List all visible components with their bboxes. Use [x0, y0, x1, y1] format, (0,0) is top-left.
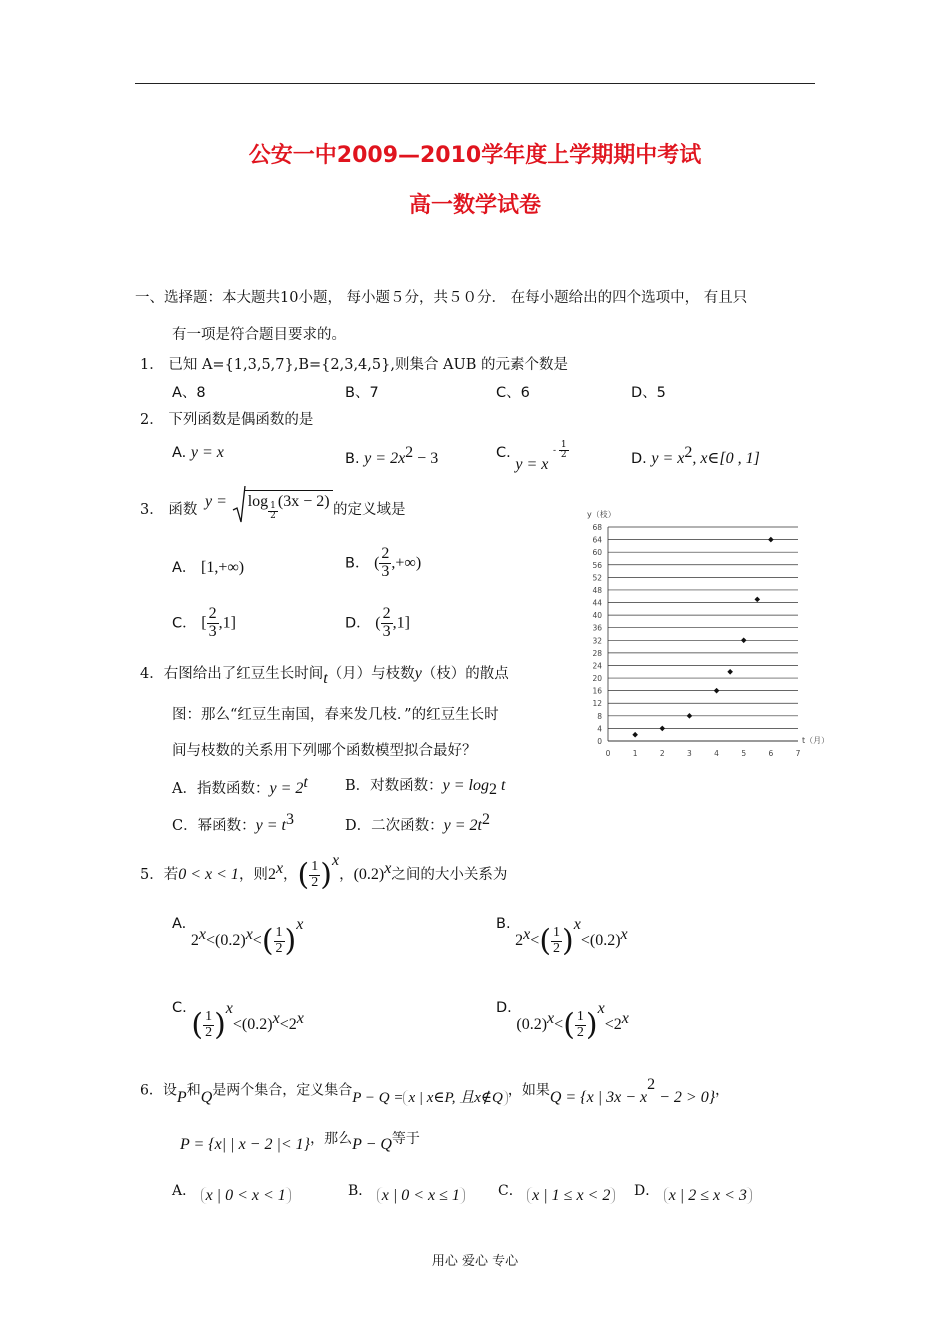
data-point	[687, 713, 693, 719]
q2-d-exp: 2	[684, 444, 693, 461]
q6-a-label: A．	[172, 1183, 197, 1199]
q3-y: y =	[205, 493, 227, 510]
y-tick-label: 12	[592, 699, 602, 709]
q5-d-3e: x	[621, 1010, 629, 1028]
q3-radicand	[244, 490, 333, 521]
q6-comma: ，	[715, 1082, 730, 1099]
q3-option-c	[172, 606, 236, 641]
x-axis-label: t（月）	[802, 736, 830, 745]
q1-stem: 1． 已知 A={1,3,5,7},B={2,3,4,5},则集合 AUB 的元素个数是	[140, 357, 569, 373]
q5-a-2: (0.2)	[215, 932, 246, 949]
y-tick-label: 40	[592, 611, 602, 621]
x-tick-label: 1	[632, 749, 638, 758]
q6-then: ，那么	[310, 1131, 353, 1147]
q3-label-c: C．	[172, 615, 197, 632]
q3-d-open: (	[375, 614, 381, 632]
q6-he: 和	[186, 1082, 201, 1099]
q5-cond: 0 < x < 1	[178, 866, 239, 883]
q5-stem	[140, 852, 507, 893]
q5-half-d: 2	[311, 874, 319, 890]
q2-math-c: y = x	[515, 456, 549, 473]
q2-math-b: y = 2x	[364, 449, 406, 467]
data-point	[714, 688, 720, 694]
q6-line2	[180, 1128, 420, 1153]
x-tick-label: 6	[768, 749, 774, 758]
q5-b-3e: x	[620, 926, 628, 944]
q3-d-tail: ,1]	[392, 614, 410, 632]
q5-a-lparen: (	[261, 923, 274, 959]
q4-a-label: A．指数函数：	[172, 780, 270, 797]
y-tick-label: 24	[592, 661, 602, 671]
q2-d-tail: , x∈[0 , 1]	[692, 449, 760, 467]
q6-c-set: x | 1 ≤ x < 2	[527, 1187, 615, 1204]
q1-option-b: B、7	[345, 385, 379, 401]
q6-d-label: D．	[634, 1183, 660, 1199]
q5-a-label: A.	[172, 916, 187, 932]
q5-a-lt1: <	[206, 932, 216, 949]
q5-d-3: 2	[613, 1016, 622, 1033]
q2-option-d	[631, 444, 760, 468]
q5-half-n: 1	[311, 858, 319, 874]
q5-b-lt2: <	[580, 932, 590, 949]
q5-d-1: (0.2)	[516, 1016, 548, 1033]
q5-option-a	[172, 916, 303, 959]
y-tick-label: 64	[592, 535, 602, 545]
q5-c-lt1: <	[232, 1016, 242, 1033]
x-tick-label: 5	[741, 749, 747, 758]
q5-c-lparen: (	[191, 1007, 204, 1043]
q4-a-exp: t	[303, 774, 308, 791]
q4-b-base: 2	[489, 780, 497, 798]
q5-b-2e: x	[573, 916, 581, 933]
q4-c-label: C．幂函数：	[172, 817, 256, 834]
q1-option-a: A、8	[172, 385, 206, 401]
q3-c-frac	[207, 606, 219, 641]
y-tick-label: 4	[597, 724, 602, 734]
q4-option-d	[345, 811, 490, 835]
top-rule	[135, 83, 815, 84]
q3-radical	[232, 490, 333, 521]
q4-c-math: y = t	[255, 816, 286, 834]
x-tick-label: 7	[795, 749, 801, 758]
q5-b-3: (0.2)	[589, 932, 621, 949]
q5-d-2e: x	[597, 1000, 605, 1017]
q5-lparen: (	[297, 857, 310, 893]
q2-c-minus: -	[552, 446, 556, 456]
q4-option-a	[172, 774, 308, 798]
q2-c-exp-d: 2	[560, 450, 567, 460]
q5-stem-b: ，则	[238, 867, 268, 883]
q5-b-label: B.	[496, 916, 511, 932]
exam-title: 公安一中2009—2010学年度上学期期中考试	[248, 143, 702, 168]
y-axis-label: y（枝）	[587, 510, 616, 519]
q5-b-1: 2	[515, 932, 524, 949]
q2-math-d: y = x	[651, 449, 685, 467]
q6-pdef: P = {x| | x − 2 |< 1}	[180, 1136, 311, 1153]
q2-c-exp	[552, 439, 569, 460]
q5-c-half-d: 2	[205, 1024, 213, 1040]
q4-line1-a: 4．右图给出了红豆生长时间	[140, 666, 324, 682]
q6-qdef-tail: − 2 > 0}	[655, 1088, 716, 1106]
q5-a-lt2: <	[252, 932, 262, 949]
radical-sign-icon	[232, 486, 246, 524]
q3-label-a: A．	[172, 560, 197, 576]
q5-b-half-d: 2	[553, 940, 561, 956]
q6-P: P	[176, 1088, 187, 1106]
q3-b-n: 2	[381, 545, 390, 562]
q5-c-half	[203, 1010, 214, 1040]
q4-y: y	[414, 665, 422, 682]
q2-label-c: C.	[496, 445, 511, 461]
q6-d-set: x | 2 ≤ x < 3	[664, 1187, 752, 1204]
q5-c-lt2: <	[279, 1016, 289, 1033]
q3-base	[268, 502, 278, 522]
q2-label-d: D.	[631, 450, 647, 467]
q2-label-b: B.	[345, 450, 360, 467]
q6-option-b	[348, 1180, 465, 1204]
q5-a-half	[274, 926, 285, 956]
q5-a-1e: x	[198, 926, 206, 944]
q5-d-half-n: 1	[576, 1008, 584, 1024]
x-tick-label: 4	[714, 749, 719, 758]
q5-pt2: (0.2)	[353, 866, 385, 883]
y-tick-label: 60	[592, 548, 602, 558]
q6-Q: Q	[200, 1088, 213, 1106]
q5-a-rparen: )	[284, 923, 297, 959]
q3-b-open: (	[374, 554, 380, 572]
data-point	[632, 732, 638, 738]
y-tick-label: 36	[592, 623, 602, 633]
q5-pt2-exp: x	[384, 860, 392, 878]
q4-d-exp: 2	[481, 811, 490, 828]
q6-b-set: x | 0 < x ≤ 1	[377, 1187, 465, 1204]
q4-c-exp: 3	[285, 811, 294, 828]
q4-option-b	[345, 774, 505, 799]
x-tick-label: 0	[605, 749, 611, 758]
q5-c-half-n: 1	[205, 1008, 213, 1024]
q5-option-d	[496, 1000, 629, 1043]
q5-comma1: ，	[283, 867, 298, 883]
q5-a-half-n: 1	[275, 924, 283, 940]
q1-option-d: D、5	[631, 385, 666, 401]
q2-label-a: A.	[172, 445, 187, 461]
q5-c-2: (0.2)	[241, 1016, 273, 1033]
y-tick-label: 44	[592, 598, 602, 608]
q5-d-lt1: <	[554, 1016, 564, 1033]
q3-c-n: 2	[208, 605, 217, 622]
q4-d-math: y = 2t	[443, 816, 482, 834]
y-tick-label: 8	[597, 711, 602, 721]
q2-option-c	[496, 439, 569, 473]
y-tick-label: 48	[592, 585, 602, 595]
q3-c-d: 3	[208, 622, 217, 640]
q5-d-half-d: 2	[576, 1024, 584, 1040]
q3-num: 3． 函数	[140, 502, 198, 518]
q2-math-a: y = x	[190, 444, 224, 461]
q3-option-d	[345, 606, 410, 641]
q6-option-c	[498, 1180, 615, 1204]
q6-qdef-sq: 2	[647, 1076, 656, 1093]
y-tick-label: 0	[597, 737, 602, 746]
q5-b-1e: x	[523, 926, 531, 944]
q1-option-c: C、6	[496, 385, 530, 401]
q6-stem-a: 6．设	[140, 1082, 177, 1099]
q3-c-open: [	[201, 614, 207, 632]
section-heading: 一、选择题：本大题共10小题， 每小题５分，共５０分． 在每小题给出的四个选项中， 有且只	[135, 290, 748, 306]
q3-d-d: 3	[382, 622, 391, 640]
scatter-chart	[583, 505, 848, 763]
q6-set-def: x | x∈P, 且x∉Q	[403, 1090, 507, 1106]
q4-line1-c: （枝）的散点	[421, 666, 509, 682]
q5-c-1e: x	[225, 1000, 233, 1017]
page-footer: 用心 爱心 专心	[431, 1254, 519, 1269]
q2-stem: 2． 下列函数是偶函数的是	[140, 412, 314, 428]
q5-d-lparen: (	[563, 1007, 575, 1043]
q5-a-1: 2	[190, 932, 199, 949]
q6-equals: 等于	[391, 1131, 420, 1147]
q5-stem-a: 5．若	[140, 867, 179, 883]
q5-a-2e: x	[245, 926, 253, 944]
q6-qdef: Q = {x | 3x − x	[549, 1088, 648, 1106]
q5-b-lt1: <	[530, 932, 540, 949]
q5-a-half-d: 2	[275, 940, 283, 956]
x-tick-label: 3	[687, 749, 692, 758]
q3-log: log	[247, 493, 269, 510]
q5-two-exp: x	[275, 860, 284, 878]
q3-option-b	[345, 546, 421, 581]
q4-d-label: D．二次函数：	[345, 817, 444, 834]
q5-half-exp: x	[331, 852, 340, 869]
q3-b-d: 3	[381, 562, 390, 580]
q3-math-a: [1,+∞)	[201, 559, 245, 576]
q3-base-n: 1	[270, 500, 276, 511]
q5-d-label: D.	[496, 1000, 512, 1016]
q5-d-lt2: <	[604, 1016, 614, 1033]
q3-arg: (3x − 2)	[277, 493, 330, 510]
q2-option-a	[172, 444, 224, 462]
q4-option-c	[172, 811, 294, 835]
q5-b-rparen: )	[562, 923, 574, 959]
q4-b-math: y = log	[442, 777, 489, 794]
q5-c-3e: x	[296, 1010, 304, 1028]
q6-stem-b: 是两个集合，定义集合	[212, 1082, 353, 1099]
y-tick-label: 52	[592, 573, 602, 583]
q4-t: t	[323, 670, 328, 687]
section-heading-cont: 有一项是符合题目要求的。	[172, 327, 346, 343]
y-tick-label: 68	[592, 523, 602, 532]
y-tick-label: 28	[592, 648, 602, 658]
data-point	[659, 726, 665, 732]
q5-b-half-n: 1	[553, 924, 561, 940]
q5-a-3e: x	[296, 916, 304, 933]
q5-two: 2	[267, 866, 276, 883]
q4-b-t: t	[497, 777, 506, 794]
y-tick-label: 56	[592, 560, 602, 570]
q2-b-tail: − 3	[413, 449, 439, 467]
q3-function	[205, 490, 333, 521]
q5-half	[309, 860, 320, 890]
data-point	[741, 637, 747, 643]
y-tick-label: 32	[592, 636, 602, 646]
y-tick-label: 16	[592, 686, 602, 696]
q5-c-3: 2	[288, 1016, 297, 1033]
data-point	[727, 669, 733, 675]
q3-d-n: 2	[382, 605, 391, 622]
q3-b-frac	[379, 546, 391, 581]
q5-d-1e: x	[547, 1010, 555, 1028]
q5-c-rparen: )	[214, 1007, 226, 1043]
y-tick-label: 20	[592, 674, 602, 684]
q4-line1	[140, 662, 509, 687]
q4-line3: 间与枝数的关系用下列哪个函数模型拟合最好？	[172, 743, 477, 759]
q6-stem-c: ，如果	[507, 1082, 550, 1099]
q3-label-d: D．	[345, 615, 371, 632]
q6-a-set: x | 0 < x < 1	[201, 1187, 291, 1204]
q6-def: P − Q =	[352, 1089, 404, 1106]
q6-stem	[140, 1076, 730, 1106]
q3-label-b: B．	[345, 555, 370, 572]
x-tick-label: 2	[659, 749, 665, 758]
q5-option-c	[172, 1000, 304, 1043]
data-point	[768, 537, 774, 543]
q4-b-label: B．对数函数：	[345, 778, 443, 794]
q5-d-rparen: )	[585, 1007, 598, 1043]
q3-tail: 的定义域是	[333, 502, 406, 518]
q6-c-label: C．	[498, 1183, 523, 1199]
q4-line2: 图：那么“红豆生南国，春来发几枝．”的红豆生长时	[172, 707, 499, 723]
q5-b-half	[551, 926, 562, 956]
q6-option-a	[172, 1180, 291, 1204]
q3-b-tail: ,+∞)	[391, 554, 422, 572]
q4-a-math: y = 2	[269, 779, 304, 797]
q5-b-lparen: (	[539, 923, 552, 959]
q5-c-label: C.	[172, 1000, 187, 1016]
exam-subtitle: 高一数学试卷	[408, 193, 541, 218]
q2-b-exp: 2	[405, 444, 414, 461]
q2-option-b	[345, 444, 438, 468]
q3-d-frac	[381, 606, 393, 641]
q2-c-frac	[559, 441, 569, 461]
q2-c-exp-n: 1	[560, 439, 567, 450]
q5-stem-c: 之间的大小关系为	[391, 867, 508, 883]
q5-option-b	[496, 916, 628, 959]
q5-d-half	[575, 1010, 586, 1040]
q6-option-d	[634, 1180, 752, 1204]
data-point	[754, 597, 760, 603]
q6-b-label: B．	[348, 1183, 373, 1199]
q3-option-a	[172, 556, 244, 577]
q3-base-d: 2	[270, 511, 276, 521]
q5-c-2e: x	[272, 1010, 280, 1028]
q6-pq: P − Q	[352, 1136, 392, 1153]
q5-comma2: ，	[339, 867, 354, 883]
q4-line1-b: （月）与枝数	[327, 666, 415, 682]
q3-c-tail: ,1]	[218, 614, 236, 632]
q5-rparen: )	[320, 857, 332, 893]
